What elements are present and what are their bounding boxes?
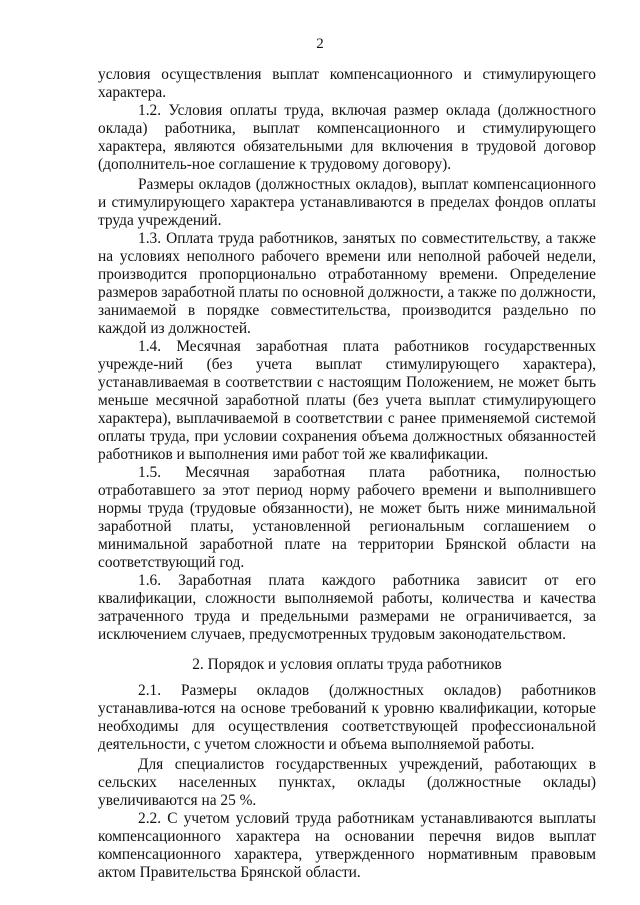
document-body [98,66,596,882]
paragraph-2-2: 2.2. С учетом условий труда работникам устанавливаются выплаты компенсационного характера на основании перечня видов выплат компенсационного характера, утвержденного нормативным правовым актом Правительства Брянской области. [98,810,596,881]
paragraph-1-4: 1.4. Месячная заработная плата работников государственных учрежде-ний (без учета выплат стимулирующего характера), устанавливаемая в соответствии с настоящим Положением, не может быть меньше месячной заработной платы (без учета выплат стимулирующего характера), выплачиваемой в соответствии с ранее применяемой системой оплаты труда, при условии сохранения объема должностных обязанностей работников и выполнения ими работ той же квалификации. [98,338,596,463]
paragraph-continuation: условия осуществления выплат компенсационного и стимулирующего характера. [98,66,596,101]
paragraph-salary-sizes: Размеры окладов (должностных окладов), выплат компенсационного и стимулирующего характера устанавливаются в пределах фондов оплаты труда учреждений. [98,176,596,229]
section-heading: 2. Порядок и условия оплаты труда работников [192,656,502,673]
paragraph-1-2: 1.2. Условия оплаты труда, включая размер оклада (должностного оклада) работника, выплат компенсационного и стимулирующего характера, являются обязательными для включения в трудовой договор (дополнитель-ное соглашение к трудовому договору). [98,102,596,173]
page-number: 2 [316,36,324,52]
paragraph-2-1: 2.1. Размеры окладов (должностных окладов) работников устанавлива-ются на основе требований к уровню квалификации, которые необходимы для осуществления соответствующей профессиональной деятельности, с учетом сложности и объема выполняемой работы. [98,682,596,753]
paragraph-1-5: 1.5. Месячная заработная плата работника, полностью отработавшего за этот период норму рабочего времени и выполнившего нормы труда (трудовые обязанности), не может быть ниже минимальной заработной платы, установленной региональным соглашением о минимальной заработной плате на территории Брянской области на соответствующий год. [98,464,596,571]
paragraph-1-3: 1.3. Оплата труда работников, занятых по совместительству, а также на условиях неполного рабочего времени или неполной рабочей недели, производится пропорционально отработанному времени. Определение размеров заработной платы по основной должности, а также по должности, занимаемой в порядке совместительства, производится раздельно по каждой из должностей. [98,230,596,337]
paragraph-1-6: 1.6. Заработная плата каждого работника зависит от его квалификации, сложности выполняемой работы, количества и качества затраченного труда и предельными размерами не ограничивается, за исключением случаев, предусмотренных трудовым законодательством. [98,572,596,643]
paragraph-rural-specialists: Для специалистов государственных учреждений, работающих в сельских населенных пунктах, оклады (должностные оклады) увеличиваются на 25 %. [98,756,596,809]
